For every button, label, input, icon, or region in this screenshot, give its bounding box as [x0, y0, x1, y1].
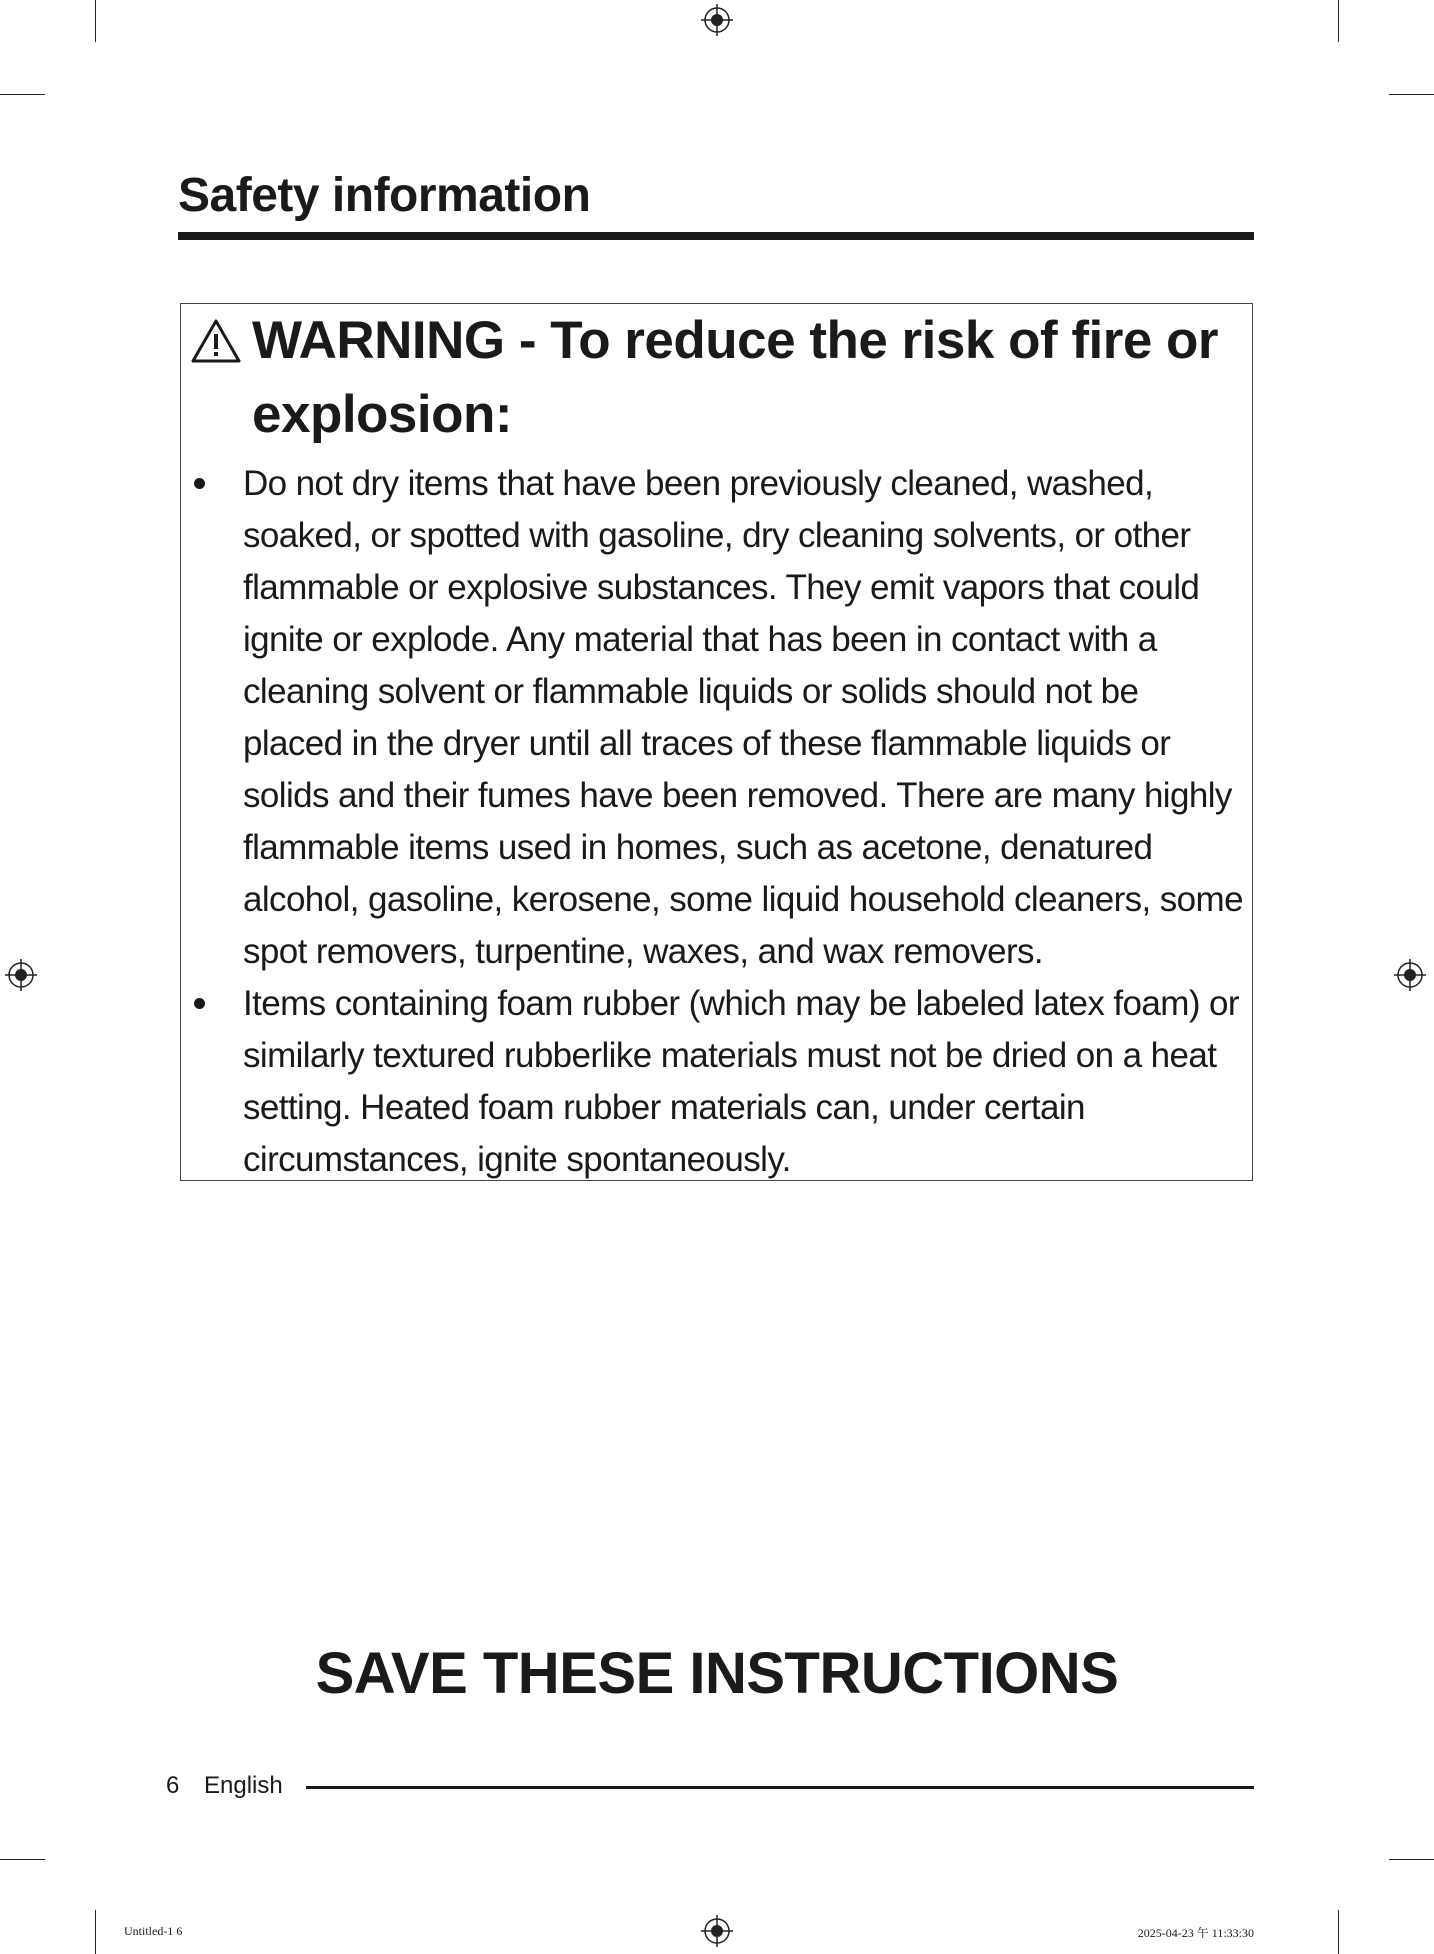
warning-bullet-list [190, 458, 1245, 1186]
list-item [190, 978, 1245, 1186]
section-title: Safety information [178, 169, 591, 222]
warning-heading: WARNING - To reduce the risk of fire or explosion: [252, 311, 1219, 444]
registration-mark-left-icon [4, 958, 38, 992]
crop-mark-right-top [1389, 94, 1434, 95]
title-rule [178, 232, 1254, 240]
registration-mark-bottom-icon [700, 1914, 734, 1948]
save-instructions-heading: SAVE THESE INSTRUCTIONS [315, 1641, 1119, 1706]
footer-rule [306, 1786, 1254, 1789]
crop-mark-left-top [0, 94, 45, 95]
warning-triangle-icon [190, 318, 242, 364]
bullet-icon [194, 478, 205, 489]
crop-mark-right-bottom [1389, 1859, 1434, 1860]
print-slug-timestamp: 2025-04-23 午 11:33:30 [1137, 1926, 1254, 1940]
print-slug-file: Untitled-1 6 [124, 1924, 183, 1938]
crop-mark-left-bottom [0, 1859, 45, 1860]
page-number: 6 [166, 1772, 180, 1799]
crop-mark-top-left [95, 0, 96, 42]
crop-mark-bottom-left [95, 1910, 96, 1954]
bullet-icon [194, 998, 205, 1009]
registration-mark-right-icon [1393, 958, 1427, 992]
bullet-text: Do not dry items that have been previously cleaned, washed, soaked, or spotted with gasoline, dry cleaning solvents, or other flammable or explosive substances. They emit vapors that could ignite or explode. Any material that has been in contact with a cleaning solvent or flammable liquids or solids should not be placed in the dryer until all traces of these flammable liquids or solids and their fumes have been removed. There are many highly flammable items used in homes, such as acetone, denatured alcohol, gasoline, kerosene, some liquid household cleaners, some spot removers, turpentine, waxes, and wax removers. [243, 464, 1243, 971]
footer-language: English [204, 1772, 283, 1799]
crop-mark-top-right [1338, 0, 1339, 42]
bullet-text: Items containing foam rubber (which may be labeled latex foam) or similarly textured rubberlike materials must not be dried on a heat setting. Heated foam rubber materials can, under certain circumstances, ignite spontaneously. [243, 984, 1239, 1179]
list-item [190, 458, 1245, 978]
crop-mark-bottom-right [1338, 1910, 1339, 1954]
registration-mark-top-icon [700, 3, 734, 37]
